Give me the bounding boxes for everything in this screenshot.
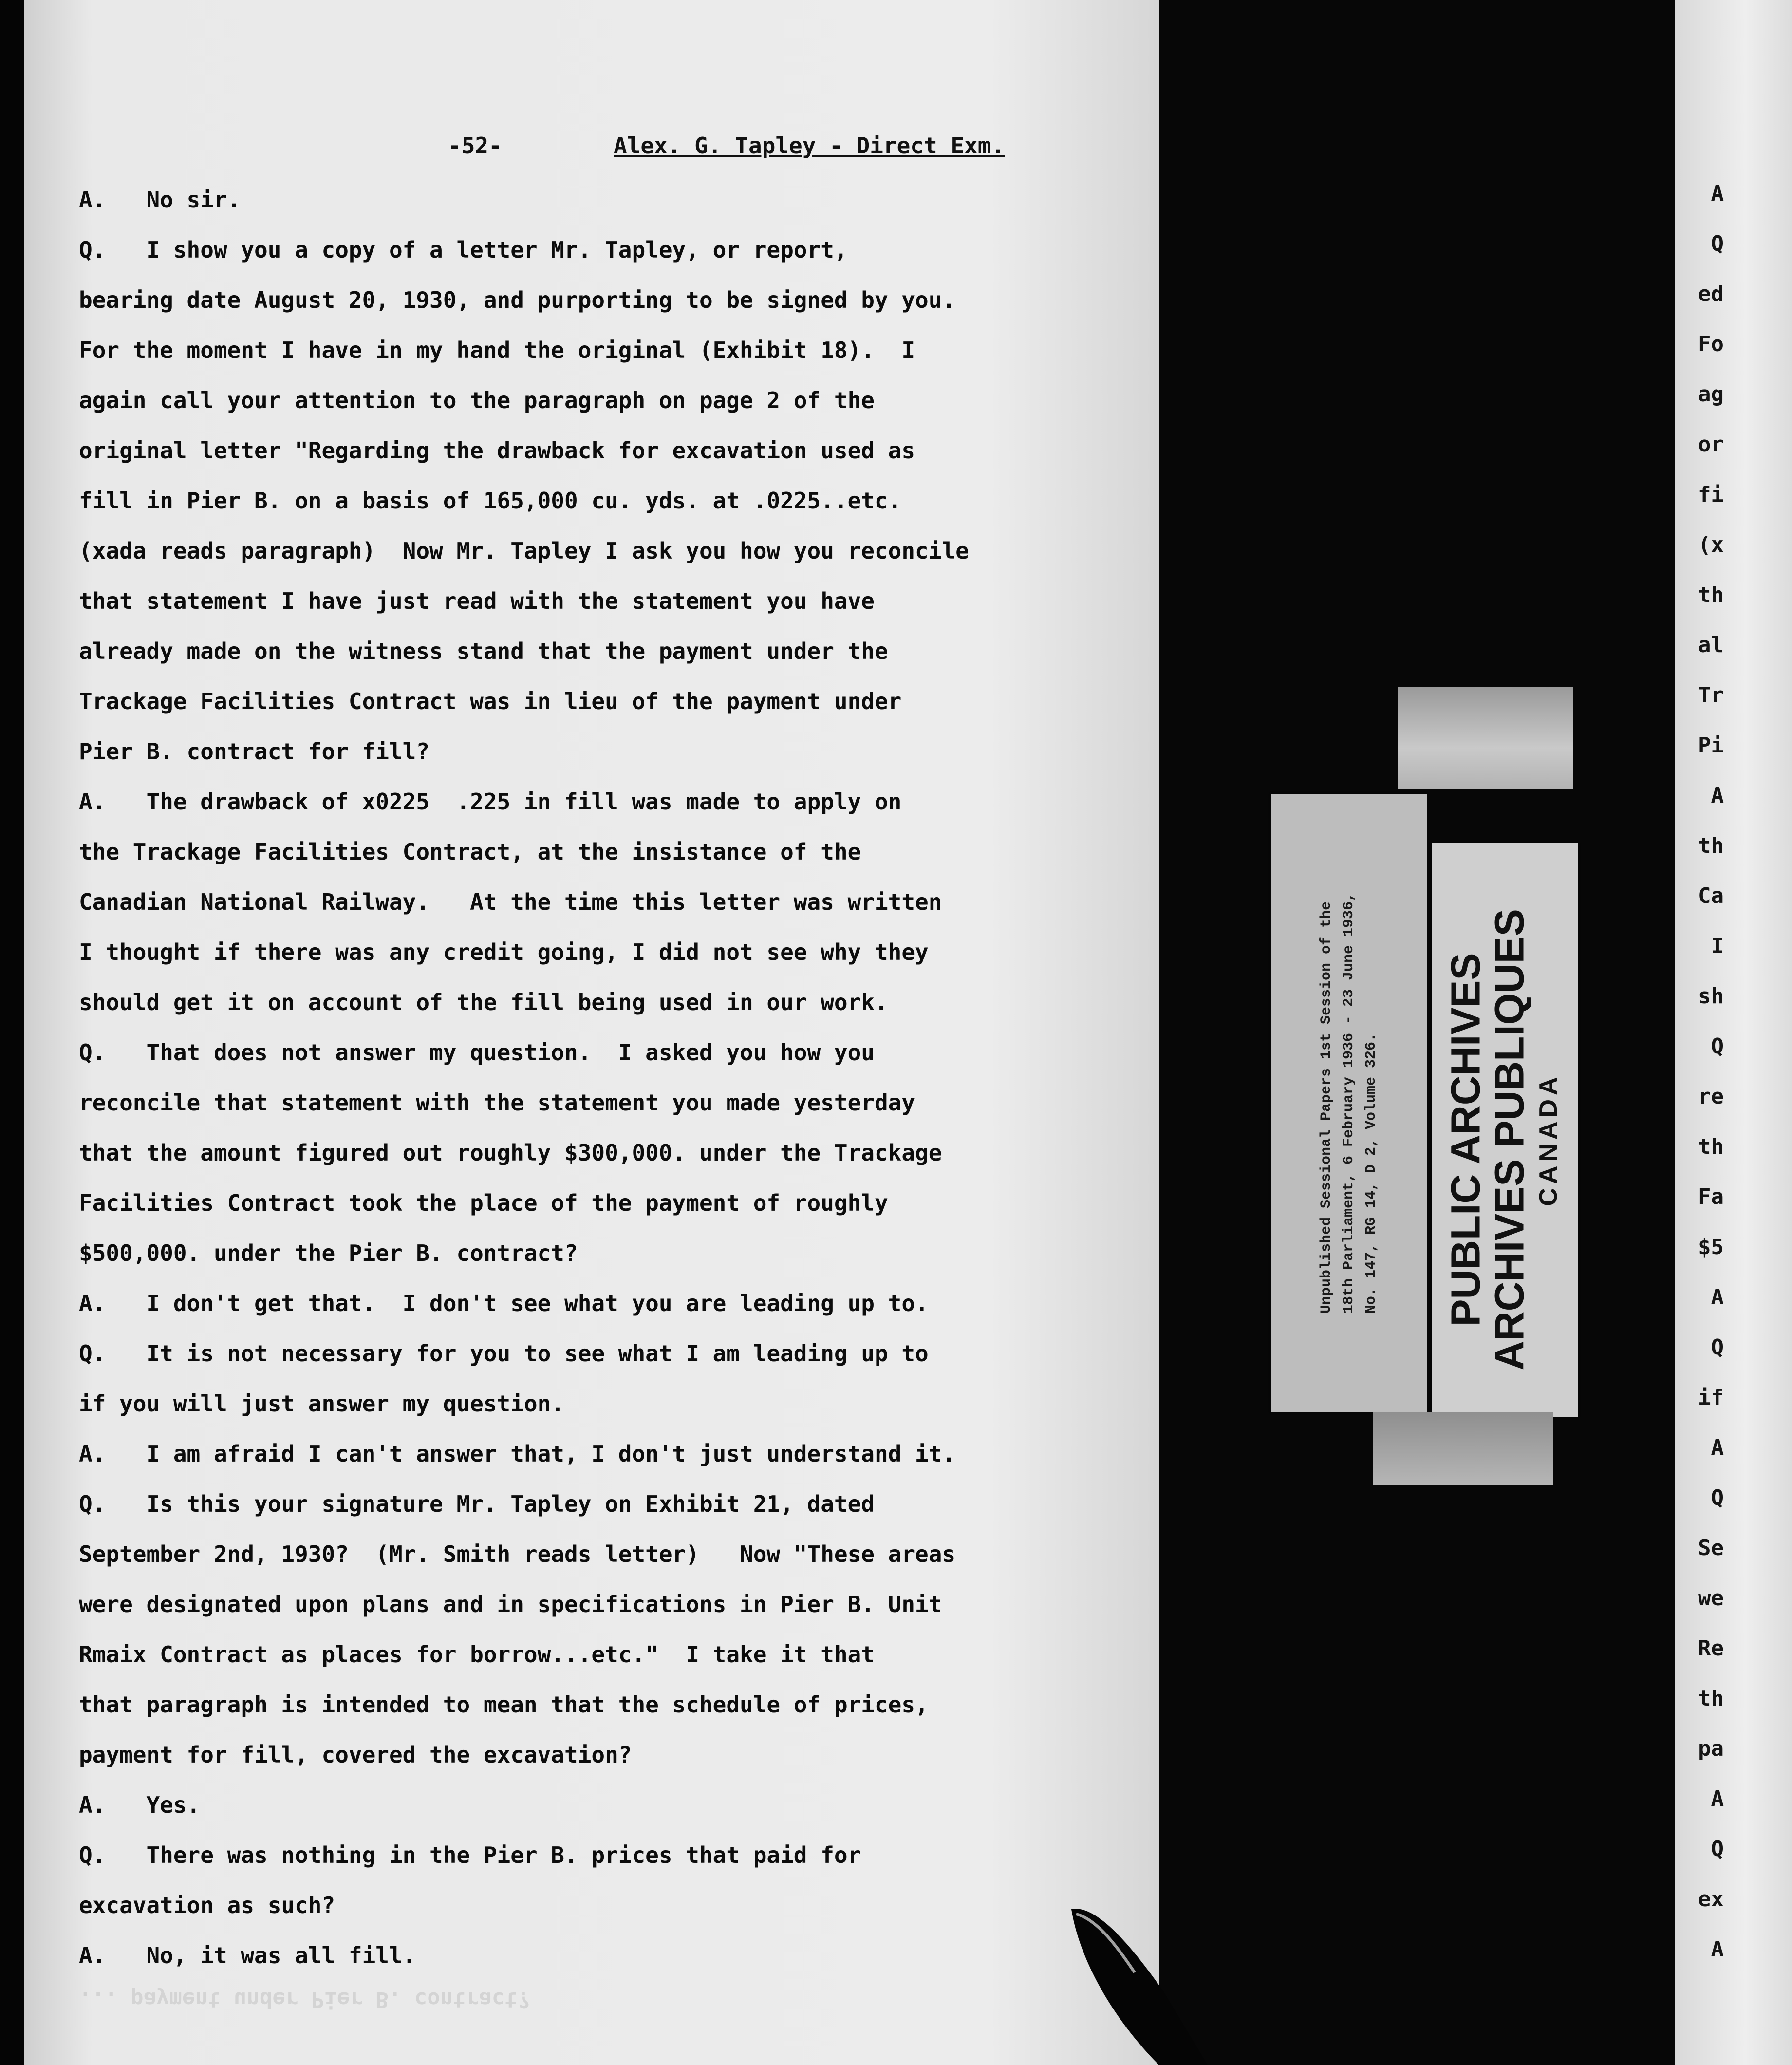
adjacent-page-fragment: or [1698, 432, 1724, 457]
transcript-line: that the amount figured out roughly $300,000. under the Trackage [79, 1140, 942, 1166]
stamp-line-archives-publiques: ARCHIVES PUBLIQUES [1486, 909, 1532, 1370]
archives-label [1432, 843, 1578, 1417]
adjacent-page-fragment: fi [1698, 482, 1724, 507]
transcript-line: (xada reads paragraph) Now Mr. Tapley I ask you how you reconcile [79, 538, 969, 564]
transcript-line: again call your attention to the paragraph on page 2 of the [79, 387, 875, 413]
transcript-line: A. Yes. [79, 1792, 201, 1818]
transcript-line: A. The drawback of x0225 .225 in fill was made to apply on [79, 788, 902, 815]
archive-stamp [1261, 687, 1583, 1485]
transcript-line: if you will just answer my question. [79, 1390, 564, 1417]
tape-strip [1398, 687, 1573, 789]
adjacent-page-fragment: th [1698, 833, 1724, 858]
transcript-line: original letter "Regarding the drawback for excavation used as [79, 437, 915, 464]
adjacent-page-fragment: A [1711, 1285, 1724, 1310]
transcript-line: September 2nd, 1930? (Mr. Smith reads letter) Now "These areas [79, 1541, 956, 1567]
adjacent-page-fragment: A [1711, 1435, 1724, 1460]
tape-strip-bottom [1373, 1412, 1553, 1485]
adjacent-page-fragment: Re [1698, 1636, 1724, 1661]
transcript-line: A. No sir. [79, 187, 241, 213]
adjacent-page-fragment: Ca [1698, 883, 1724, 908]
transcript-line: Q. Is this your signature Mr. Tapley on Exhibit 21, dated [79, 1491, 875, 1517]
adjacent-page-fragment: ex [1698, 1887, 1724, 1912]
document-page [24, 0, 1159, 2065]
transcript-line: Pier B. contract for fill? [79, 738, 430, 765]
adjacent-page-fragment: we [1698, 1586, 1724, 1611]
pen-nib-shadow [1062, 1899, 1217, 2065]
adjacent-page-fragment: Q [1711, 231, 1724, 256]
adjacent-page-fragment: al [1698, 633, 1724, 657]
transcript-line: bearing date August 20, 1930, and purporting to be signed by you. [79, 287, 956, 313]
transcript-line: Q. There was nothing in the Pier B. prices that paid for [79, 1842, 861, 1868]
adjacent-page-fragment: Se [1698, 1536, 1724, 1560]
transcript-line: $500,000. under the Pier B. contract? [79, 1240, 578, 1266]
page-header [448, 132, 1081, 162]
transcript-line: excavation as such? [79, 1892, 336, 1918]
transcript-line: Facilities Contract took the place of the payment of roughly [79, 1190, 888, 1216]
adjacent-page-fragment: ag [1698, 382, 1724, 407]
adjacent-page-fragment: Fo [1698, 332, 1724, 357]
transcript-line: For the moment I have in my hand the original (Exhibit 18). I [79, 337, 915, 363]
transcript-line: A. No, it was all fill. [79, 1942, 416, 1969]
adjacent-page-fragment: Q [1711, 1485, 1724, 1510]
transcript-line: I thought if there was any credit going, I did not see why they [79, 939, 929, 965]
adjacent-page-fragment: ed [1698, 282, 1724, 306]
bleed-through-text: ... payment under Pier B. contract? [79, 1987, 531, 2012]
transcript-line: that statement I have just read with the statement you have [79, 588, 875, 614]
adjacent-page-fragment: re [1698, 1084, 1724, 1109]
transcript-line: Canadian National Railway. At the time this letter was written [79, 889, 942, 915]
adjacent-page-fragment: A [1711, 181, 1724, 206]
adjacent-page-fragment: th [1698, 1134, 1724, 1159]
transcript-line: Q. I show you a copy of a letter Mr. Tapley, or report, [79, 237, 848, 263]
transcript-line: already made on the witness stand that the payment under the [79, 638, 888, 664]
adjacent-page-fragment: A [1711, 1786, 1724, 1811]
adjacent-page-edge [1675, 0, 1792, 2065]
adjacent-page-fragment: pa [1698, 1736, 1724, 1761]
reference-slip [1271, 794, 1427, 1412]
adjacent-page-fragment: $5 [1698, 1235, 1724, 1259]
transcript-line: Trackage Facilities Contract was in lieu of the payment under [79, 688, 902, 714]
stamp-line-canada: CANADA [1534, 1073, 1563, 1206]
adjacent-page-fragment: A [1711, 1937, 1724, 1962]
page-title: Alex. G. Tapley - Direct Exm. [614, 132, 1005, 159]
adjacent-page-fragment: sh [1698, 984, 1724, 1009]
transcript-line: reconcile that statement with the statement you made yesterday [79, 1089, 915, 1116]
transcript-line: Q. It is not necessary for you to see what I am leading up to [79, 1340, 929, 1367]
adjacent-page-fragment: th [1698, 1686, 1724, 1711]
transcript-line: should get it on account of the fill being used in our work. [79, 989, 888, 1015]
adjacent-page-fragment: Fa [1698, 1184, 1724, 1209]
reference-note: Unpublished Sessional Papers 1st Session of the 18th Parliament, 6 February 1936 - 23 June 1936, No. 147, RG 14, D 2, Volume 326. [1318, 892, 1380, 1314]
transcript-line: Rmaix Contract as places for borrow...etc." I take it that [79, 1641, 875, 1668]
adjacent-page-fragment: Tr [1698, 683, 1724, 708]
adjacent-page-fragment: if [1698, 1385, 1724, 1410]
adjacent-page-fragment: Pi [1698, 733, 1724, 758]
adjacent-page-fragment: I [1711, 934, 1724, 958]
transcript-line: were designated upon plans and in specifications in Pier B. Unit [79, 1591, 942, 1617]
transcript-line: the Trackage Facilities Contract, at the insistance of the [79, 839, 861, 865]
transcript-line: payment for fill, covered the excavation? [79, 1742, 632, 1768]
transcript-line: A. I am afraid I can't answer that, I don't just understand it. [79, 1441, 956, 1467]
transcript-line: that paragraph is intended to mean that the schedule of prices, [79, 1691, 929, 1718]
page-number: -52- [448, 132, 502, 159]
adjacent-page-fragment: Q [1711, 1034, 1724, 1059]
stamp-line-public-archives: PUBLIC ARCHIVES [1442, 953, 1489, 1327]
adjacent-page-fragment: Q [1711, 1837, 1724, 1861]
transcript-line: Q. That does not answer my question. I asked you how you [79, 1039, 875, 1066]
adjacent-page-fragment: Q [1711, 1335, 1724, 1360]
adjacent-page-fragment: A [1711, 783, 1724, 808]
transcript-line: A. I don't get that. I don't see what you are leading up to. [79, 1290, 929, 1316]
transcript-line: fill in Pier B. on a basis of 165,000 cu. yds. at .0225..etc. [79, 488, 902, 514]
adjacent-page-fragment: th [1698, 582, 1724, 607]
adjacent-page-fragment: (x [1698, 532, 1724, 557]
